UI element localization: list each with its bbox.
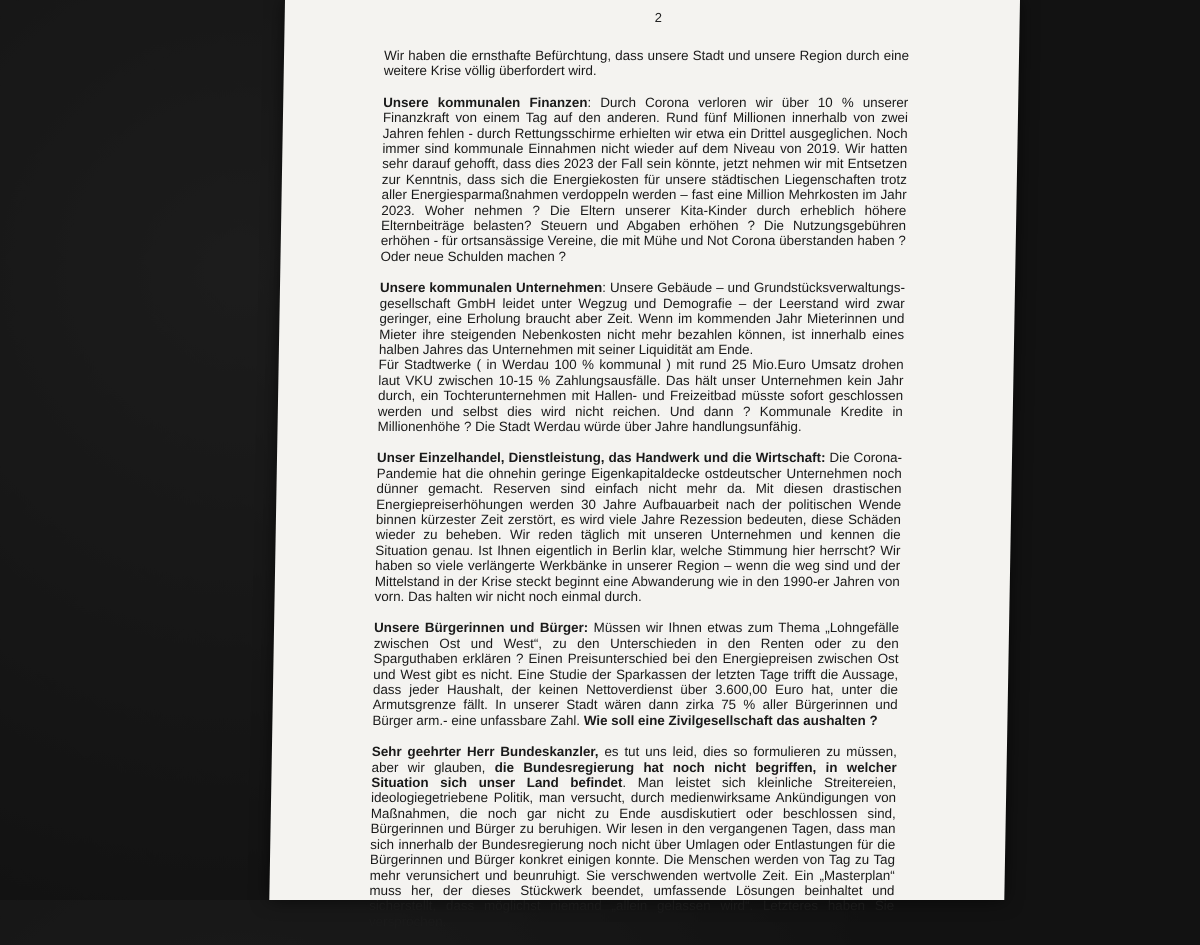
- intro-paragraph: [384, 48, 910, 79]
- kanzler-bold-statement: die Bundesregierung hat noch nicht begriffen, in welcher Situation sich unser Land befindet: [371, 759, 897, 791]
- kanzler-heading: Sehr geehrter Herr Bundeskanzler,: [371, 744, 599, 760]
- letter-page: [269, 0, 1020, 929]
- finanzen-text: : Durch Corona verloren wir über 10 % unserer Finanzkraft von einem Tag auf den anderen. Rund fünf Millionen innerhalb von zwei Jahren fehlen - durch Rettungsschirme erhielten wir etwa ein Drittel ausgeglichen. Noch immer sind kommunale Einnahmen nicht wieder auf dem Niveau von 2019. Wir hatten sehr darauf gehofft, dass dies 2023 der Fall sein könnte, jetzt nehmen wir mit Entsetzen zur Kenntnis, dass sich die Energiekosten für unsere städtischen Liegenschaften trotz aller Energiesparmaßnahmen verdoppeln werden – fast eine Million Mehrkosten im Jahr 2023. Woher nehmen ? Die Eltern unserer Kita-Kinder durch erheblich höhere Elternbeiträge belasten? Steuern und Abgaben erhöhen ? Die Nutzungsgebühren erhöhen - für ortsansässige Vereine, die mit Mühe und Not Corona überstanden haben ? Oder neue Schulden machen ?: [380, 94, 909, 264]
- page-number: 2: [654, 10, 663, 25]
- unternehmen-text: : Unsere Gebäude – und Grundstücksverwaltungs-gesellschaft GmbH leidet unter Wegzug und Demografie – der Leerstand wird zwar geringer, eine Erholung braucht aber Zeit. Wenn im kommenden Jahr Mieterinnen und Mieter ihre steigenden Nebenkosten nicht mehr bezahlen können, ist innerhalb eines halben Jahres das Unternehmen mit seiner Liquidität am Ende.: [378, 280, 906, 357]
- stadtwerke-paragraph: [377, 357, 903, 434]
- unternehmen-paragraph: [379, 280, 905, 357]
- kanzler-text-1: es tut uns leid, dies so formulieren zu müssen, aber wir glauben,: [371, 744, 898, 775]
- einzelhandel-text: Die Corona-Pandemie hat die ohnehin geringe Eigenkapitaldecke ostdeutscher Unternehmen noch dünner gemacht. Reserven sind einfach nicht mehr da. Mit diesen drastischen Energiepreiserhöhungen werden 30 Jahre Aufbauarbeit nach der politischen Wende binnen kürzester Zeit zerstört, es wird viele Jahre Rezession bedeuten, diese Schäden wieder zu beheben. Wir reden täglich mit unseren Unternehmen und kennen die Situation genau. Ist Ihnen eigentlich in Berlin klar, welche Stimmung hier herrscht? Wir haben so viele verlängerte Werkbänke in unserer Region – wenn die weg sind und der Mittelstand in der Krise steckt beginnt eine Abwanderung wie in den 1990-er Jahren von vorn. Das halten wir nicht noch einmal durch.: [374, 450, 903, 604]
- buerger-heading: Unsere Bürgerinnen und Bürger:: [373, 620, 589, 636]
- buerger-text: Müssen wir Ihnen etwas zum Thema „Lohngefälle zwischen Ost und West“, zu den Unterschieden in den Renten oder zu den Sparguthaben erklären ? Einen Preisunterschied bei den Energiepreisen zwischen Ost und West gibt es nicht. Eine Studie der Sparkassen der letzten Tage trifft die Aussage, dass jeder Haushalt, der keinen Nettoverdienst über 3.600,00 Euro hat, unter die Armutsgrenze fällt. In unserer Stadt wären dann zirka 75 % aller Bürgerinnen und Bürger arm.- eine unfassbare Zahl.: [372, 620, 900, 728]
- einzelhandel-paragraph: [374, 450, 902, 604]
- letter-body: [369, 48, 910, 945]
- stadtwerke-text: Für Stadtwerke ( in Werdau 100 % kommunal ) mit rund 25 Mio.Euro Umsatz drohen laut VKU zwischen 10-15 % Zahlungsausfälle. Das hält unser Unternehmen kein Jahr durch, ein Tochterunternehmen mit Hallen- und Freizeitbad müsste sofort geschlossen werden und selbst dies wird nicht reichen. Und dann ? Kommunale Kredite in Millionenhöhe ? Die Stadt Werdau würde über Jahre handlungsunfähig.: [377, 357, 904, 434]
- unternehmen-heading: Unsere kommunalen Unternehmen: [379, 280, 603, 296]
- finanzen-heading: Unsere kommunalen Finanzen: [383, 94, 588, 110]
- buerger-paragraph: [372, 620, 899, 728]
- finanzen-paragraph: [380, 95, 908, 264]
- kanzler-text-2: . Man leistet sich kleinliche Streitereien, ideologiegetriebene Politik, man versucht, durch medienwirksame Ankündigungen von Maßnahmen, die noch gar nicht zu Ende ausdiskutiert oder beschlossen sind, Bürgerinnen und Bürger zu beruhigen. Wir lesen in den vergangenen Tagen, dass man sich innerhalb der Bundesregierung noch nicht über Umlagen oder Entlastungen für die Bürgerinnen und Bürger konkret einigen konnte. Die Menschen werden von Tag zu Tag mehr verunsichert und beunruhigt. Sie verschwenden wertvolle Zeit. Ein „Masterplan“ muss her, der dieses Stückwerk beendet, umfassende Lösungen beinhaltet und sicherstellt, dass möglichst niemand „allein gelassen wird“. Letzteres haben Sie versprochen.: [368, 775, 897, 929]
- einzelhandel-heading: Unser Einzelhandel, Dienstleistung, das Handwerk und die Wirtschaft:: [376, 450, 826, 466]
- intro-text: Wir haben die ernsthafte Befürchtung, dass unsere Stadt und unsere Region durch eine weitere Krise völlig überfordert wird.: [383, 48, 910, 79]
- kanzler-paragraph: [369, 744, 897, 929]
- buerger-bold-question: Wie soll eine Zivilgesellschaft das aushalten ?: [583, 712, 878, 728]
